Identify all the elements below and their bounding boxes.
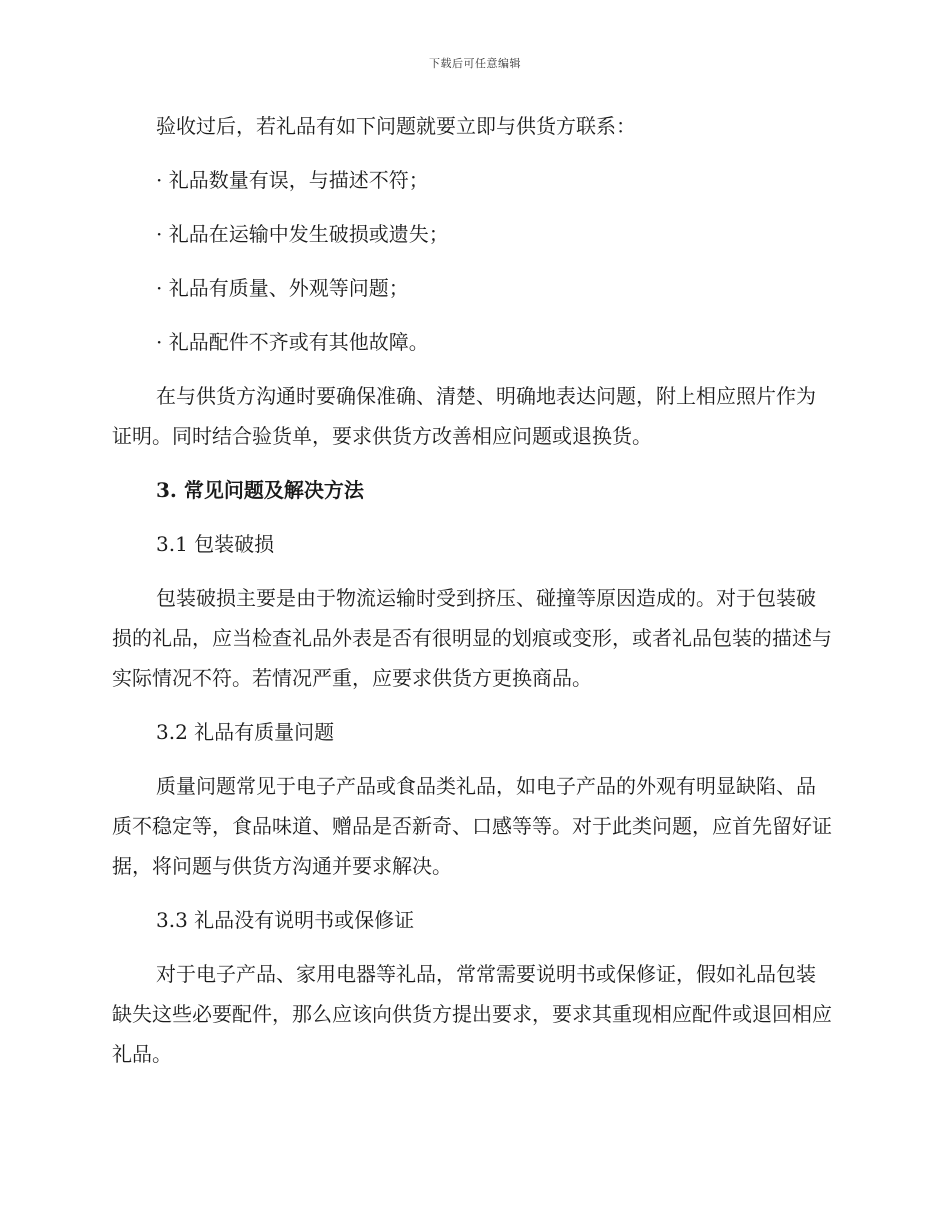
subsection-3-3-body: 对于电子产品、家用电器等礼品，常常需要说明书或保修证，假如礼品包装缺失这些必要配件，那么应该向供货方提出要求，要求其重现相应配件或退回相应礼品。 — [112, 962, 832, 1066]
subsection-3-3-heading: 3.3 礼品没有说明书或保修证 — [156, 908, 415, 932]
subsection-3-1-body: 包装破损主要是由于物流运输时受到挤压、碰撞等原因造成的。对于包装破损的礼品，应当检查礼品外表是否有很明显的划痕或变形，或者礼品包装的描述与实际情况不符。若情况严重，应要求供货方更换商品。 — [112, 586, 832, 690]
communication-paragraph: 在与供货方沟通时要确保准确、清楚、明确地表达问题，附上相应照片作为证明。同时结合验货单，要求供货方改善相应问题或退换货。 — [112, 384, 816, 448]
bullet-item-quality: · 礼品有质量、外观等问题； — [156, 276, 409, 300]
document-body — [112, 106, 832, 1074]
subsection-3-2-body: 质量问题常见于电子产品或食品类礼品，如电子产品的外观有明显缺陷、品质不稳定等，食品味道、赠品是否新奇、口感等等。对于此类问题，应首先留好证据，将问题与供货方沟通并要求解决。 — [112, 774, 832, 878]
bullet-item-damage: · 礼品在运输中发生破损或遗失； — [156, 222, 449, 246]
bullet-item-accessories: · 礼品配件不齐或有其他故障。 — [156, 330, 429, 354]
subsection-3-2-heading: 3.2 礼品有质量问题 — [156, 720, 335, 744]
intro-paragraph: 验收过后，若礼品有如下问题就要立即与供货方联系： — [156, 114, 636, 138]
section-3-heading: 3. 常见问题及解决方法 — [156, 478, 364, 502]
bullet-item-quantity: · 礼品数量有误，与描述不符； — [156, 168, 429, 192]
header-note: 下载后可任意编辑 — [429, 57, 521, 70]
subsection-3-1-heading: 3.1 包装破损 — [156, 532, 275, 556]
